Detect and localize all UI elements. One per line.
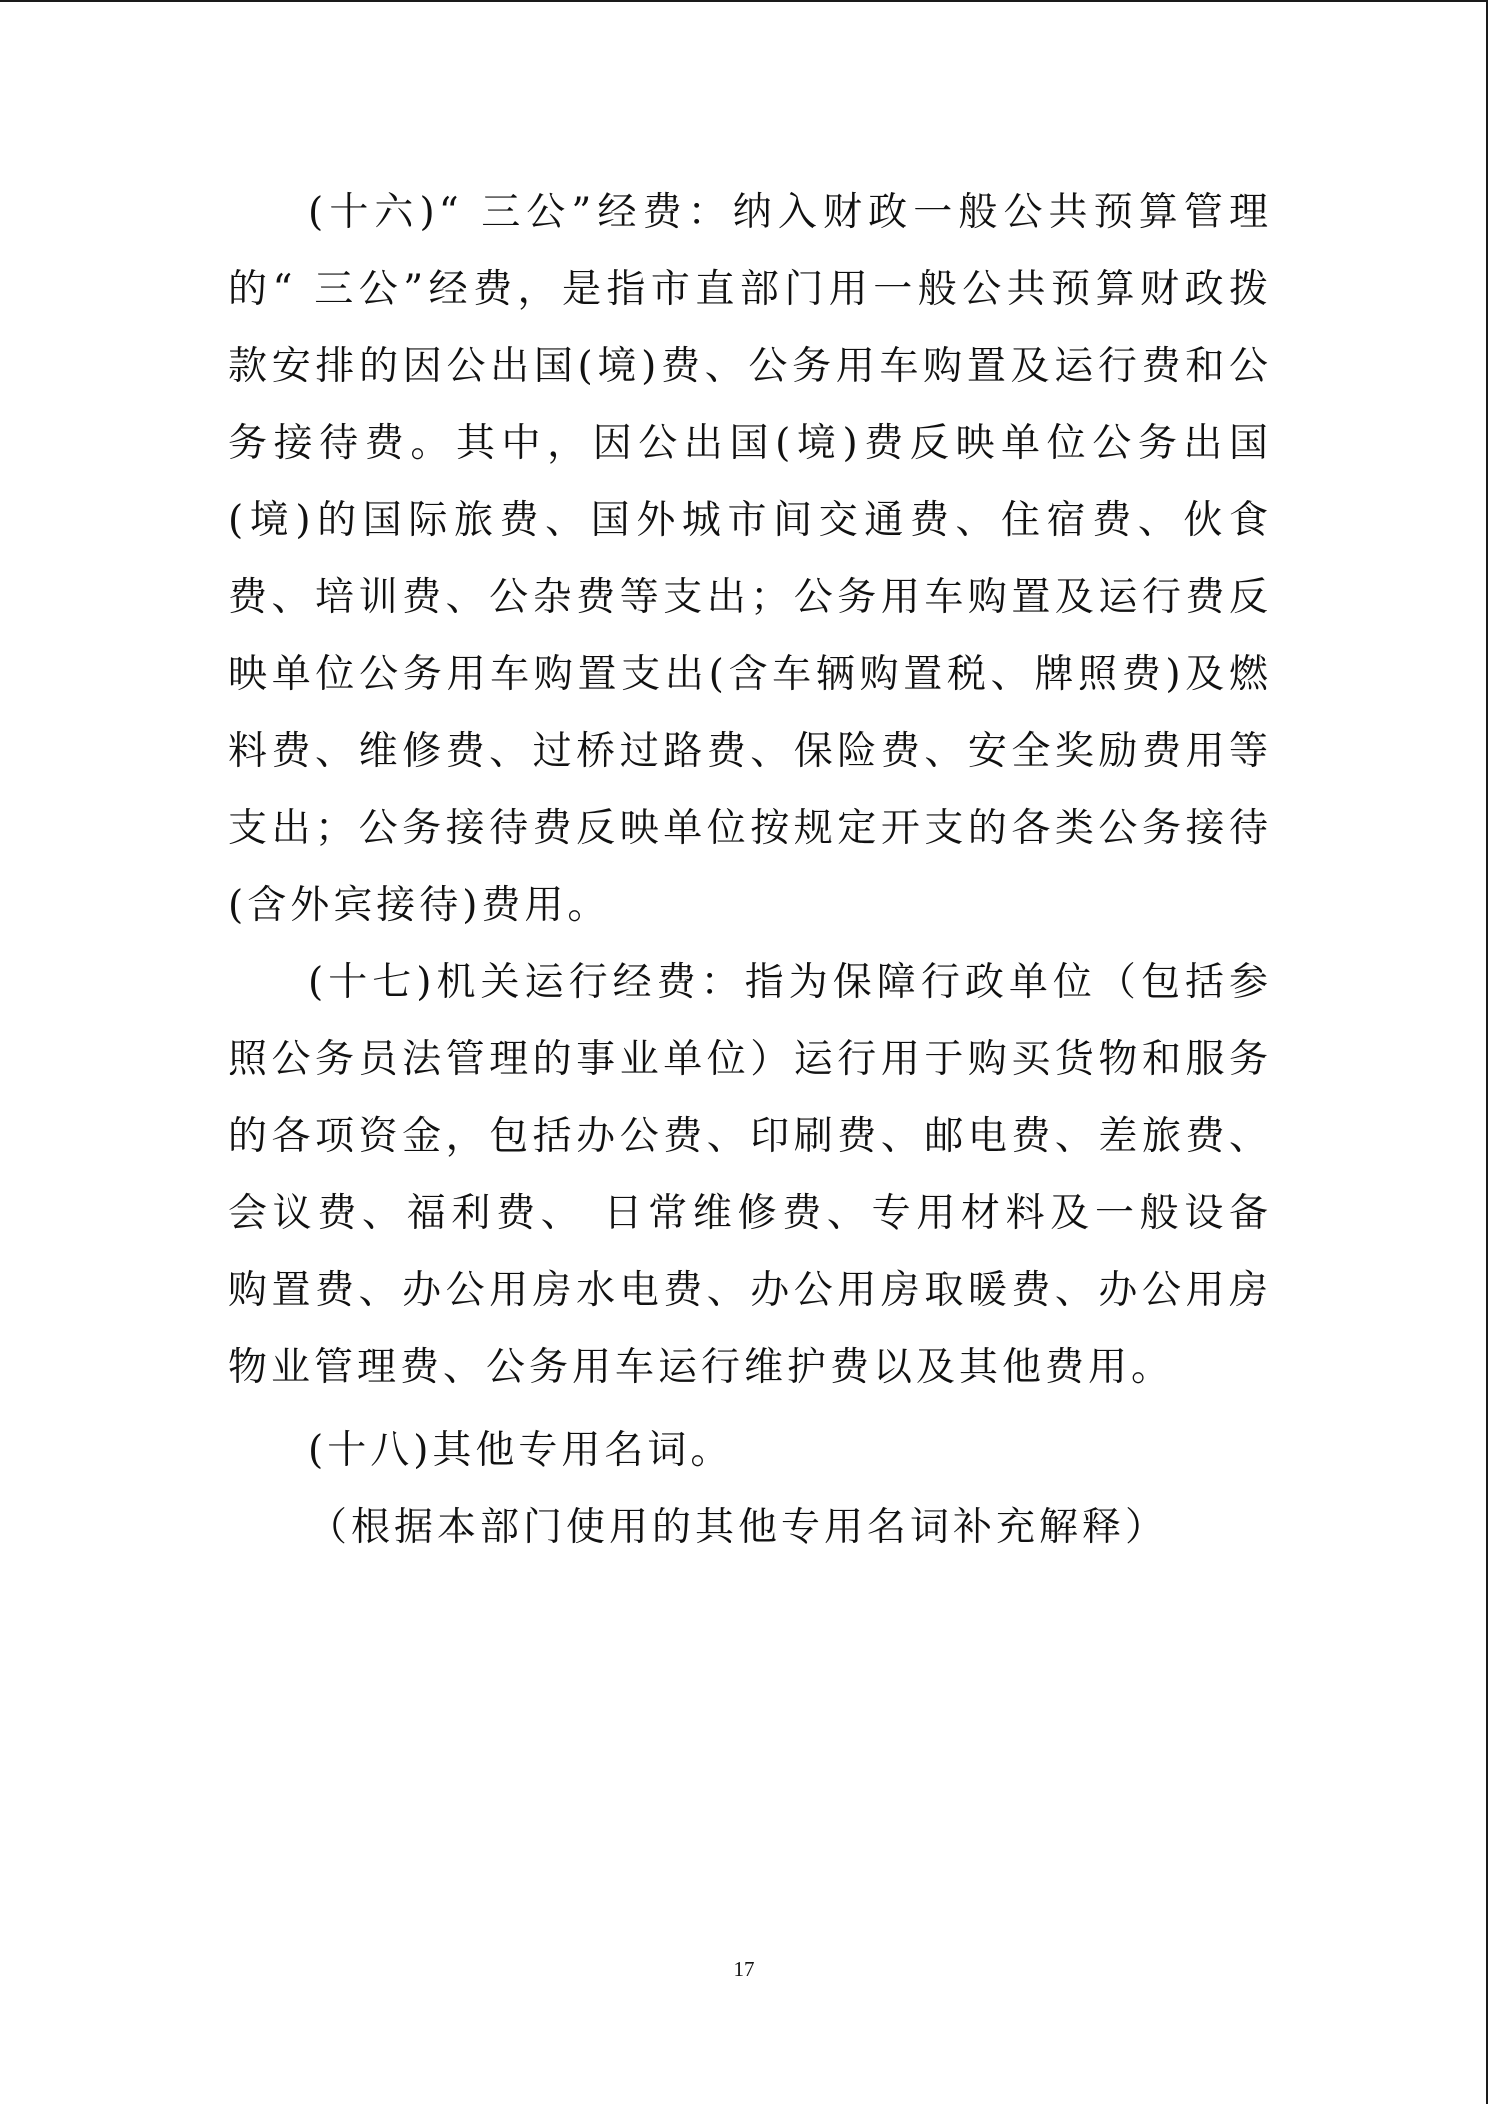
paragraph-san-gong-expenses: (十六)“ 三公”经费：纳入财政一般公共预算管理的“ 三公”经费，是指市直部门用一般公共预算财政拨款安排的因公出国(境)费、公务用车购置及运行费和公务接待费。其中，因公出国(境)费反映单位公务出国(境)的国际旅费、国外城市间交通费、住宿费、伙食费、培训费、公杂费等支出；公务用车购置及运行费反映单位公务用车购置支出(含车辆购置税、牌照费)及燃料费、维修费、过桥过路费、保险费、安全奖励费用等支出；公务接待费反映单位按规定开支的各类公务接待(含外宾接待)费用。 (228, 190, 1272, 928)
paragraph-supplementary-note: （根据本部门使用的其他专用名词补充解释） (308, 1505, 1169, 1550)
page-number: 17 (733, 1957, 755, 1981)
paragraph-other-terms: (十八)其他专用名词。 (308, 1428, 734, 1473)
paragraph-agency-operating-expenses: (十七)机关运行经费：指为保障行政单位（包括参照公务员法管理的事业单位）运行用于购买货物和服务的各项资金，包括办公费、印刷费、邮电费、差旅费、会议费、福利费、 日常维修费、专用材料及一般设备购置费、办公用房水电费、办公用房取暖费、办公用房物业管理费、公务用车运行维护费以及其他费用。 (228, 960, 1272, 1390)
document-body (228, 174, 1272, 1566)
